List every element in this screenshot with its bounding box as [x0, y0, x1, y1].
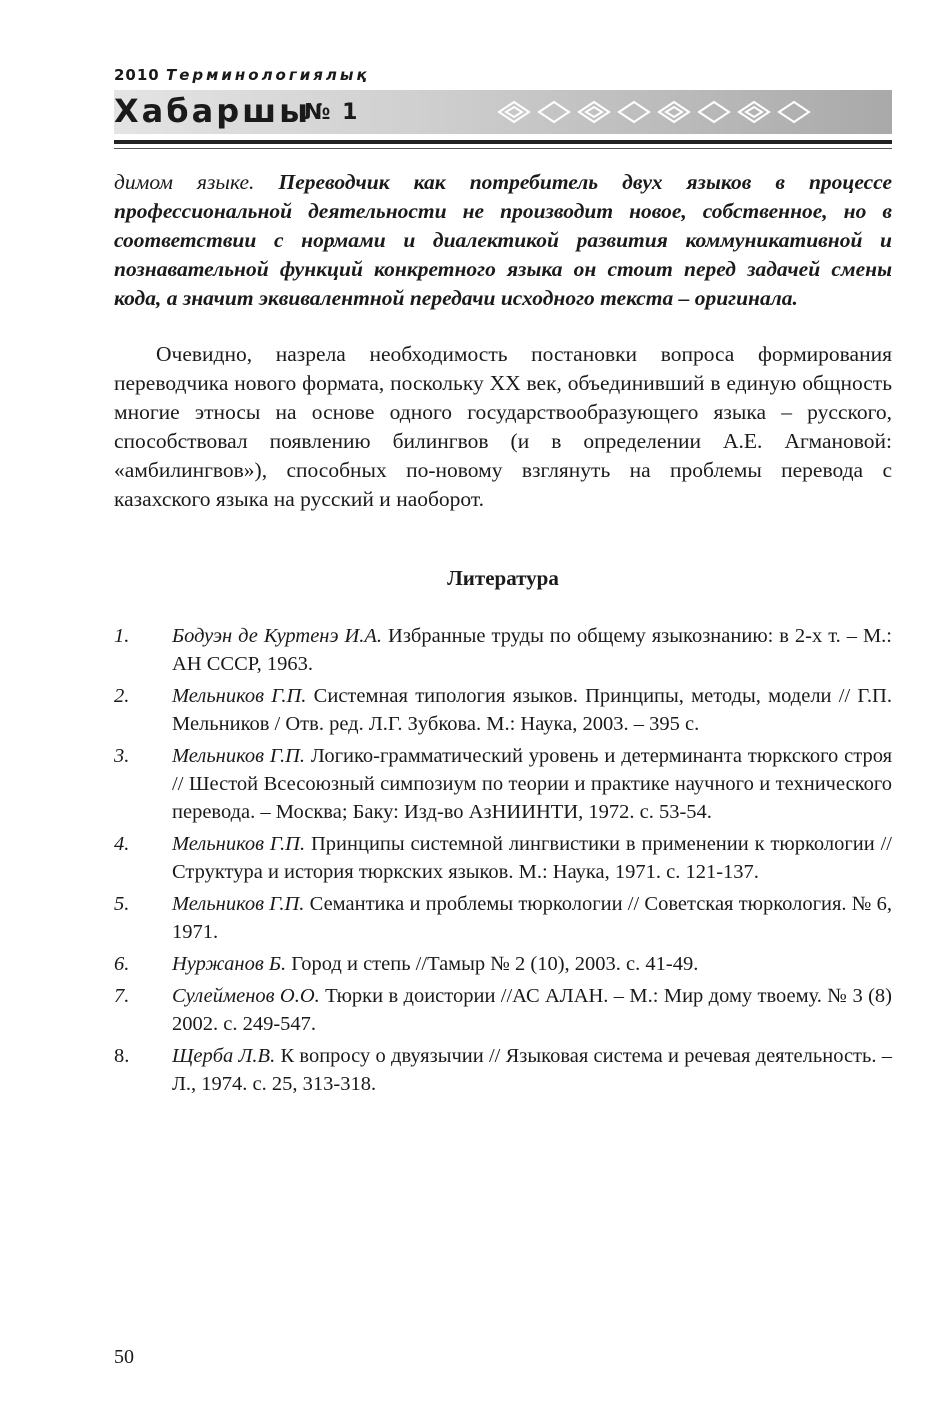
reference-item — [114, 1042, 892, 1098]
reference-text: Избранные труды по общему языкознанию: в 2-х т. – М.: АН СССР, 1963. — [172, 625, 892, 675]
reference-number: 4. — [114, 833, 130, 855]
page-number: 50 — [114, 1346, 134, 1368]
reference-author: Мельников Г.П. — [172, 833, 306, 855]
reference-author: Бодуэн де Куртенэ И.А. — [172, 625, 383, 647]
reference-author: Сулейменов О.О. — [172, 985, 320, 1007]
reference-number: 7. — [114, 985, 130, 1007]
reference-text: Семантика и проблемы тюркологии // Советская тюркология. № 6, 1971. — [172, 893, 892, 943]
literature-heading: Литература — [447, 566, 559, 590]
reference-number: 1. — [114, 625, 130, 647]
reference-text: Тюрки в доистории //АС АЛАН. – М.: Мир дому твоему. № 3 (8) 2002. с. 249-547. — [172, 985, 892, 1035]
reference-text: Принципы системной лингвистики в применении к тюркологии // Структура и история тюркских языков. М.: Наука, 1971. с. 121-137. — [172, 833, 892, 883]
journal-running-title — [114, 66, 370, 84]
reference-number: 5. — [114, 893, 130, 915]
reference-author: Нуржанов Б. — [172, 953, 287, 975]
kazakh-ornament-icon — [494, 96, 834, 128]
reference-item — [114, 950, 892, 978]
reference-item — [114, 890, 892, 946]
reference-number: 2. — [114, 685, 130, 707]
issue-number: № 1 — [304, 100, 360, 125]
reference-text: Логико-грамматический уровень и детерминанта тюркского строя // Шестой Всесоюзный симпозиум по теории и практике научного и технического перевода. – Москва; Баку: Изд-во АзНИИНТИ, 1972. с. 53-54. — [172, 745, 892, 823]
journal-header — [114, 66, 892, 154]
intro-lead-text: димом языке. — [114, 170, 255, 194]
reference-text: Город и степь //Тамыр № 2 (10), 2003. с. 41-49. — [286, 953, 699, 975]
reference-number: 8. — [114, 1045, 130, 1067]
reference-item — [114, 742, 892, 826]
intro-paragraph — [114, 168, 892, 313]
journal-year: 2010 — [114, 66, 160, 84]
reference-author: Щерба Л.В. — [172, 1045, 276, 1067]
reference-author: Мельников Г.П. — [172, 745, 306, 767]
reference-item — [114, 982, 892, 1038]
body-paragraph: Очевидно, назрела необходимость постановки вопроса формирования переводчика нового формата, поскольку XX век, объединивший в единую общность многие этносы на основе одного государствообразующего языка – русского, способствовал появлению билингвов (и в определении А.Е. Агмановой: «амбилингвов»), способных по-новому взглянуть на проблемы перевода с казахского языка на русский и наоборот. — [114, 342, 892, 511]
reference-number: 6. — [114, 953, 130, 975]
reference-item — [114, 622, 892, 678]
reference-item — [114, 682, 892, 738]
journal-masthead: Хабаршы — [114, 92, 312, 130]
reference-author: Мельников Г.П. — [172, 893, 305, 915]
header-rule-thin — [114, 148, 892, 149]
reference-text: Системная типология языков. Принципы, методы, модели // Г.П. Мельников / Отв. ред. Л.Г. Зубкова. М.: Наука, 2003. – 395 с. — [172, 685, 892, 735]
reference-text: К вопросу о двуязычии // Языковая система и речевая деятельность. – Л., 1974. с. 25, 313-318. — [172, 1045, 893, 1095]
reference-list — [114, 622, 892, 1102]
reference-item — [114, 830, 892, 886]
reference-number: 3. — [114, 745, 130, 767]
header-rule-thick — [114, 140, 892, 144]
journal-title: Терминологиялық — [165, 66, 370, 84]
reference-author: Мельников Г.П. — [172, 685, 307, 707]
intro-emphasis-text: Переводчик как потребитель двух языков в процессе профессиональной деятельности не производит новое, собственное, но в соответствии с нормами и диалектикой развития коммуникативной и познавательной функций конкретного языка он стоит перед задачей смены кода, а значит эквивалентной передачи исходного текста – оригинала. — [114, 170, 892, 310]
